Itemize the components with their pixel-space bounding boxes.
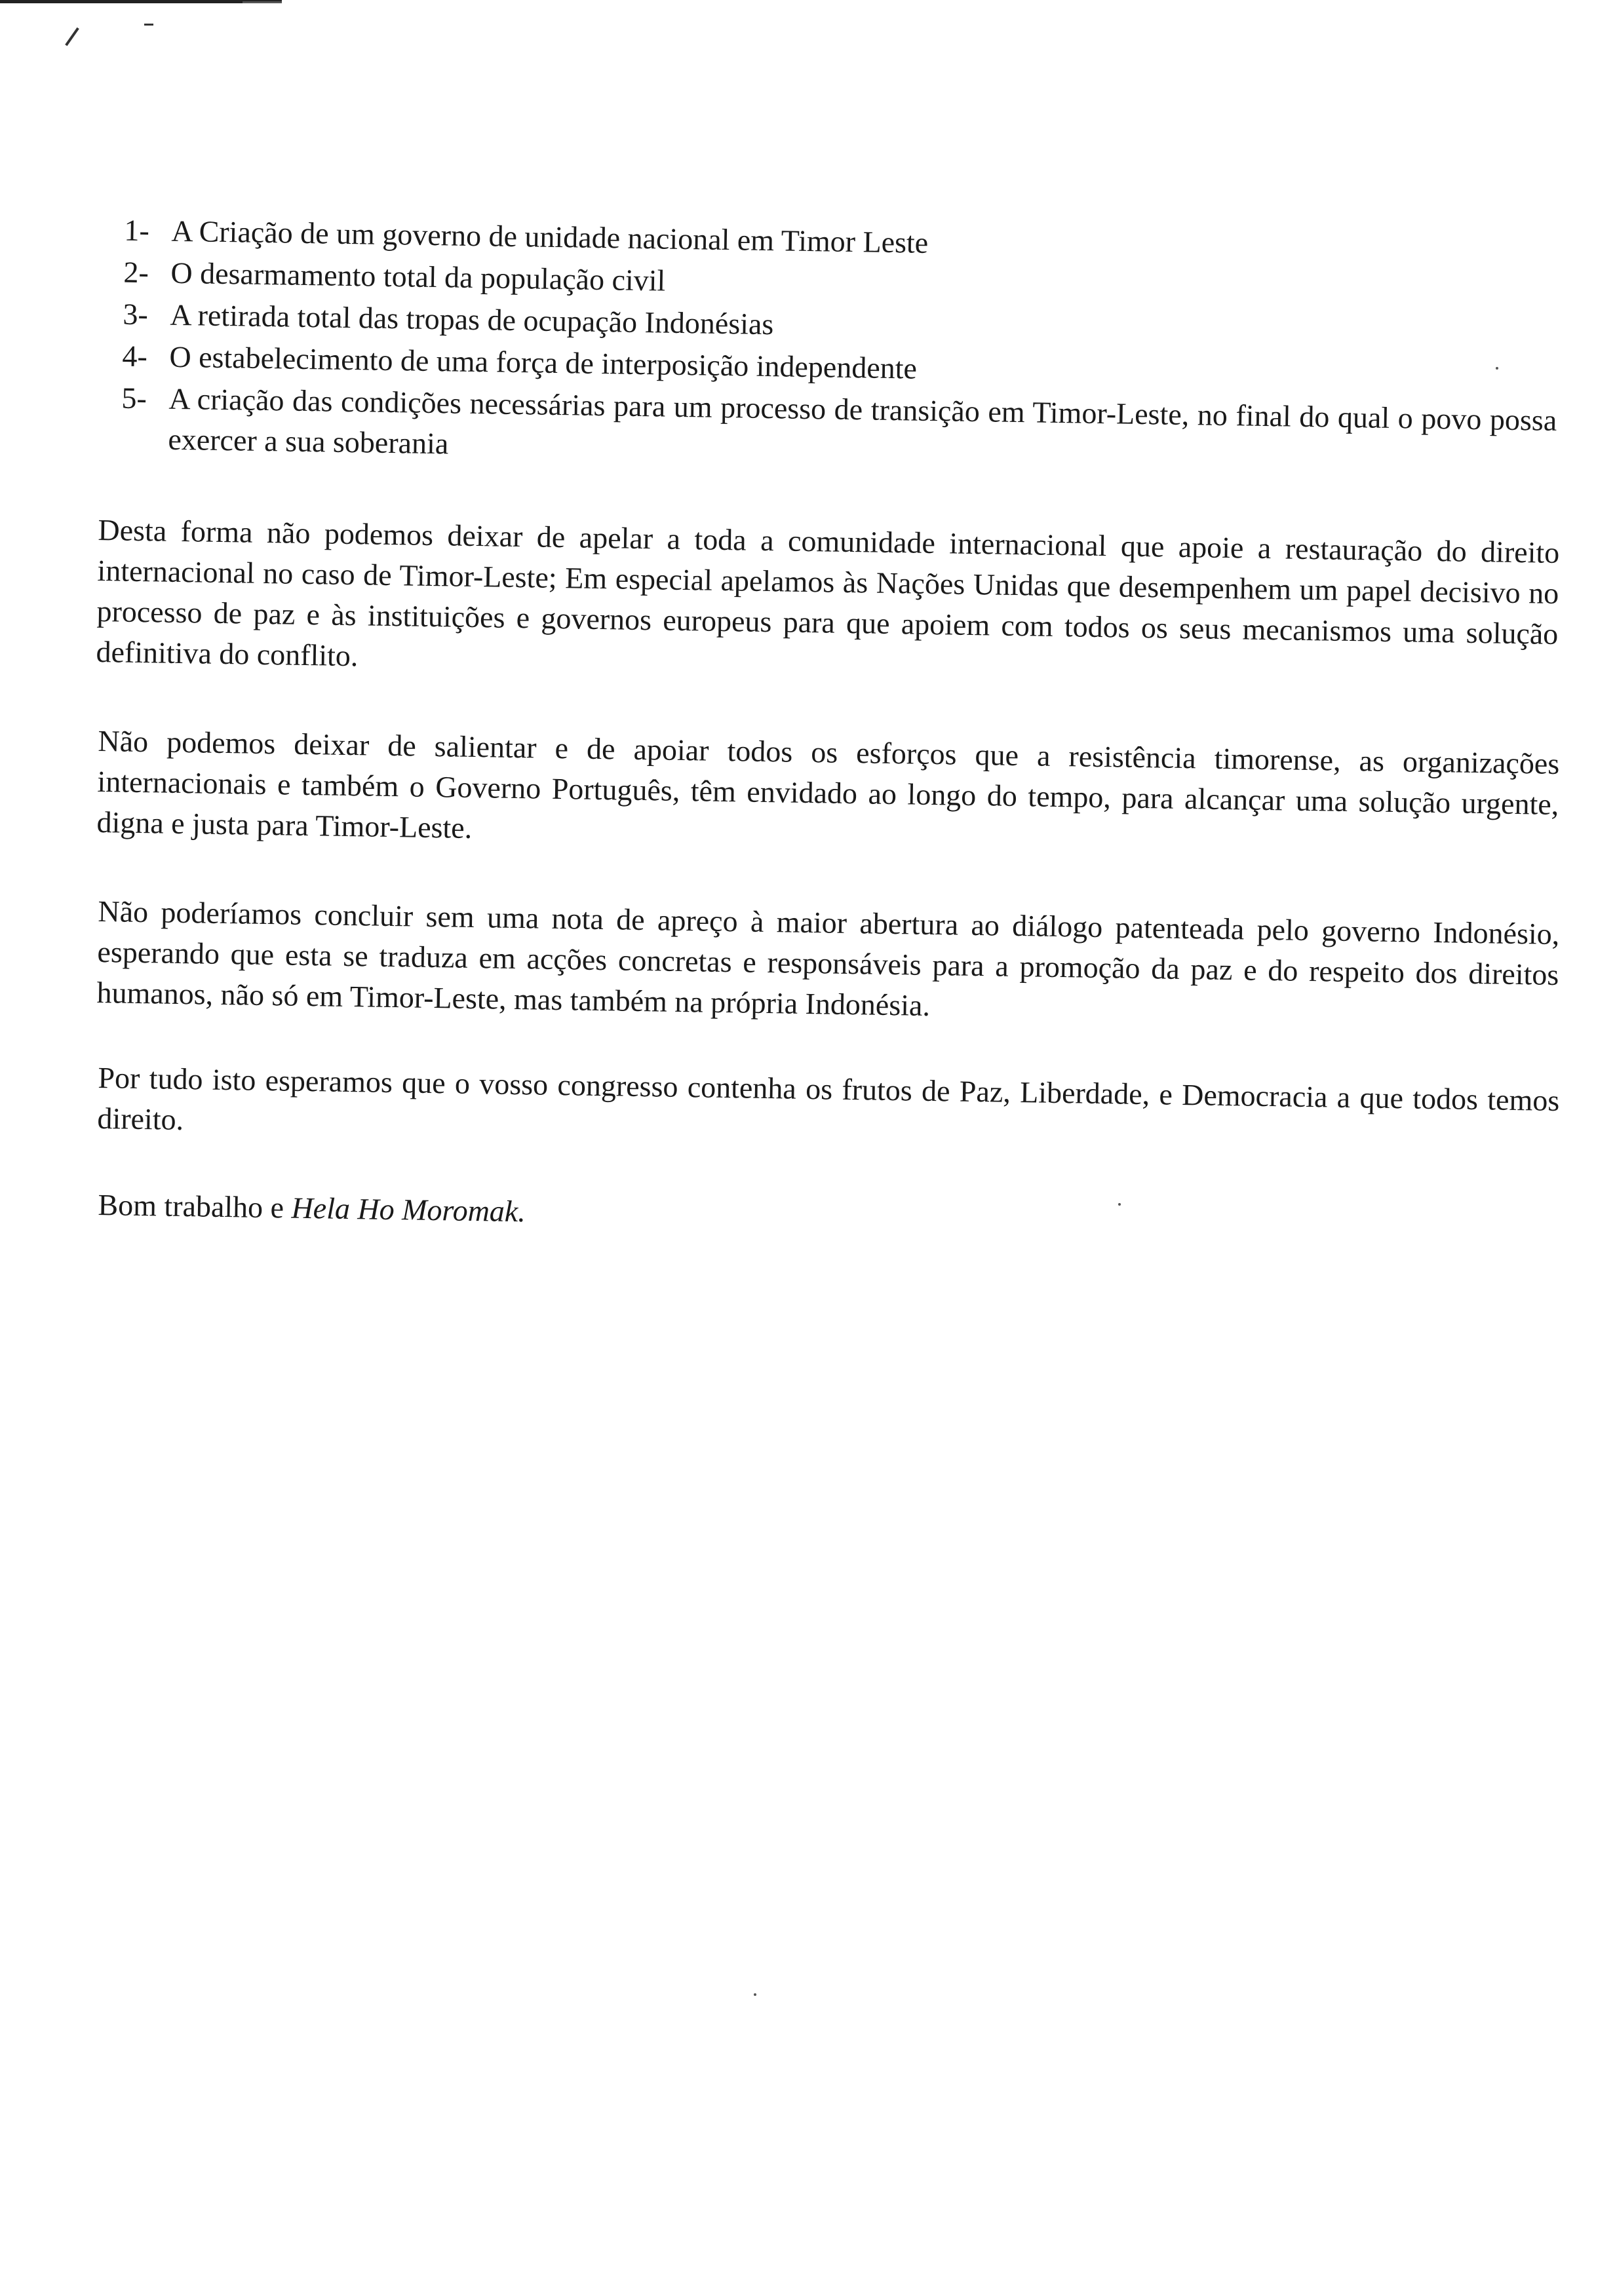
scan-artifact-mark <box>65 28 79 47</box>
scan-artifact-mark <box>144 24 153 26</box>
document-body <box>98 210 1560 1255</box>
list-item-text: O desarmamento total da população civil <box>170 256 666 297</box>
list-item-text: A criação das condições necessárias para um processo de transição em Timor-Leste, no final do qual o povo possa exercer a sua soberania <box>168 381 1557 461</box>
list-item-text: O estabelecimento de uma força de interposição independente <box>169 339 918 385</box>
list-item-number: 3- <box>123 297 149 332</box>
list-item-number: 5- <box>121 381 147 415</box>
demands-list <box>94 210 1560 482</box>
closing-line <box>98 1185 1560 1248</box>
list-item-number: 2- <box>123 255 149 290</box>
paragraph-hope: Por tudo isto esperamos que o vosso congresso contenha os frutos de Paz, Liberdade, e Democracia a que todos temos direito. <box>97 1060 1560 1137</box>
paragraph-appeal: Desta forma não podemos deixar de apelar a toda a comunidade internacional que apoie a restauração do direito internacional no caso de Timor-Leste; Em especial apelamos às Nações Unidas que desempenhem um papel decisivo no processo de paz e às instituições e governos europeus para que apoiem com todos os seus mecanismos uma solução definitiva do conflito. <box>96 512 1560 673</box>
list-item-number: 1- <box>124 213 150 248</box>
paragraph-support: Não podemos deixar de salientar e de apoiar todos os esforços que a resistência timorense, as organizações internacionais e também o Governo Português, têm envidado ao longo do tempo, para alcançar uma solução urgente, digna e justa para Timor-Leste. <box>96 723 1560 845</box>
scan-edge-mark <box>0 0 282 3</box>
list-item-text: A retirada total das tropas de ocupação Indonésias <box>170 297 774 341</box>
closing-text: Bom trabalho e <box>98 1187 292 1225</box>
list-item-text: A Criação de um governo de unidade nacional em Timor Leste <box>171 214 929 259</box>
scan-edge-mark <box>243 1 282 3</box>
closing-blessing: Hela Ho Moromak. <box>291 1191 526 1229</box>
list-item-number: 4- <box>122 339 148 373</box>
scan-speck <box>754 1993 756 1996</box>
paragraph-appreciation: Não poderíamos concluir sem uma nota de apreço à maior abertura ao diálogo patenteada pelo governo Indonésio, esperando que esta se traduza em acções concretas e responsáveis para a promoção da paz e do respeito dos direitos humanos, não só em Timor-Leste, mas também na própria Indonésia. <box>96 894 1560 1022</box>
